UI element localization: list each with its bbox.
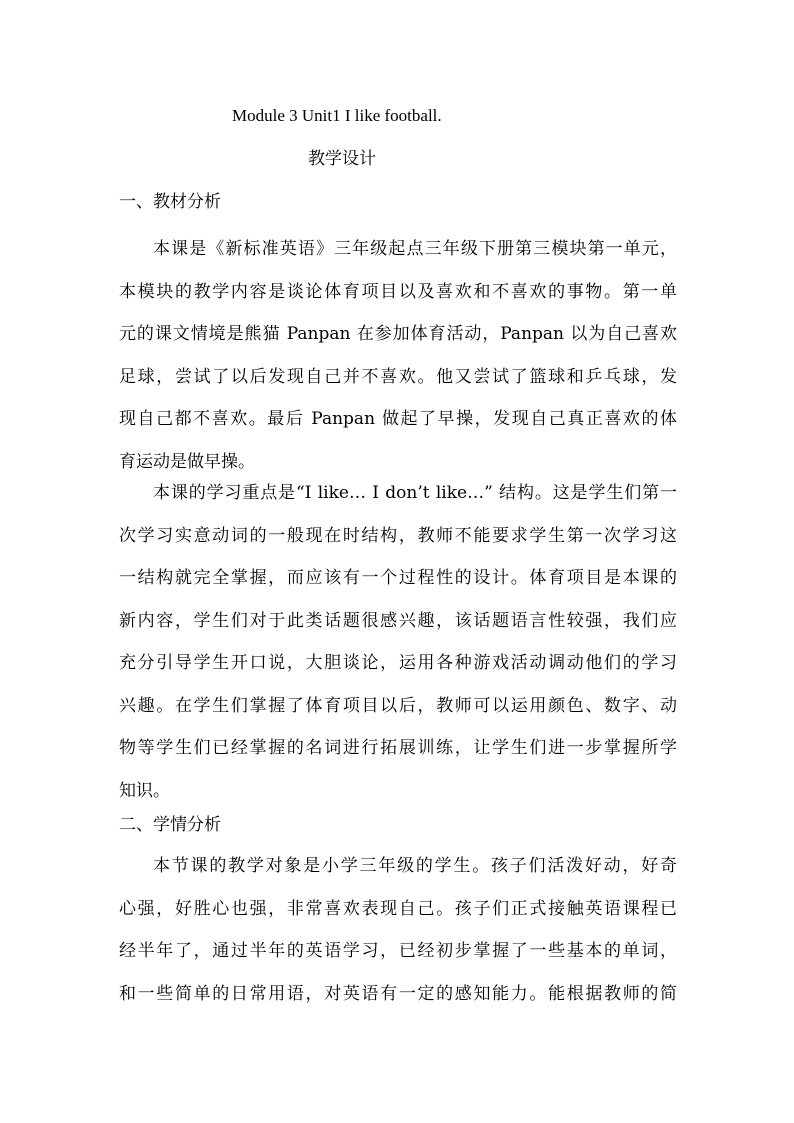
paragraph-line: 物等学生们已经掌握的名词进行拓展训练，让学生们进一步掌握所学 [119, 738, 677, 758]
paragraph-line: 知识。 [119, 780, 170, 801]
paragraph-line: 本节课的教学对象是小学三年级的学生。孩子们活泼好动，好奇 [153, 856, 677, 876]
document-subtitle: 教学设计 [308, 149, 376, 169]
paragraph-line: 元的课文情境是熊猫 Panpan 在参加体育活动，Panpan 以为自己喜欢 [119, 324, 677, 344]
section-heading-textbook-analysis: 一、教材分析 [119, 192, 221, 212]
paragraph-line: 兴趣。在学生们掌握了体育项目以后，教师可以运用颜色、数字、动 [119, 695, 677, 716]
paragraph-line: 育运动是做早操。 [119, 451, 255, 472]
paragraph-line: 新内容，学生们对于此类话题很感兴趣，该话题语言性较强，我们应 [119, 610, 677, 631]
section-heading-learner-analysis: 二、学情分析 [119, 815, 221, 835]
paragraph-line: 经半年了，通过半年的英语学习，已经初步掌握了一些基本的单词， [119, 941, 677, 961]
paragraph-line: 次学习实意动词的一般现在时结构，教师不能要求学生第一次学习这 [119, 525, 677, 546]
paragraph-line: 足球，尝试了以后发现自己并不喜欢。他又尝试了篮球和乒乓球，发 [119, 366, 677, 387]
paragraph-line: 一结构就完全掌握，而应该有一个过程性的设计。体育项目是本课的 [119, 568, 677, 588]
paragraph-line: 充分引导学生开口说，大胆谈论，运用各种游戏活动调动他们的学习 [119, 653, 677, 673]
paragraph-line: 现自己都不喜欢。最后 Panpan 做起了早操，发现自己真正喜欢的体 [119, 409, 677, 429]
paragraph [119, 472, 677, 812]
paragraph-line: 本模块的教学内容是谈论体育项目以及喜欢和不喜欢的事物。第一单 [119, 281, 677, 302]
document-title: Module 3 Unit1 I like football. [232, 106, 442, 125]
paragraph-line: 本课的学习重点是“I like… I don’t like…” 结构。这是学生们第一 [153, 483, 677, 503]
paragraph-line: 心强，好胜心也强，非常喜欢表现自己。孩子们正式接触英语课程已 [119, 898, 677, 919]
paragraph-line: 和一些简单的日常用语，对英语有一定的感知能力。能根据教师的简 [119, 983, 677, 1004]
paragraph [119, 228, 677, 483]
paragraph [119, 845, 677, 1015]
paragraph-line: 本课是《新标准英语》三年级起点三年级下册第三模块第一单元， [153, 239, 677, 259]
